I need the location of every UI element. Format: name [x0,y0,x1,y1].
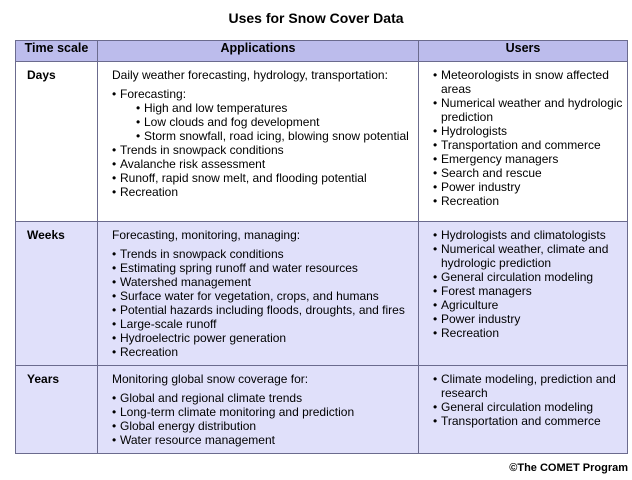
applications-days [98,62,419,222]
list-item: • Global energy distribution [112,419,412,433]
list-item: • Estimating spring runoff and water resources [112,261,412,275]
users-list [433,68,623,208]
time-scale-years: Years [16,366,98,454]
table-header-row [16,41,628,62]
users-years [419,366,628,454]
list-item: • Hydrologists and climatologists [433,228,623,242]
list-item: • Global and regional climate trends [112,391,412,405]
applications-list [112,87,412,199]
list-item: • Climate modeling, prediction and research [433,372,623,400]
list-item: • Trends in snowpack conditions [112,247,412,261]
header-users: Users [419,41,628,62]
list-item: • Search and rescue [433,166,623,180]
list-item: • Avalanche risk assessment [112,157,412,171]
list-item: • Forest managers [433,284,623,298]
list-item: • Recreation [112,345,412,359]
list-item: • High and low temperatures [136,101,412,115]
page-title: Uses for Snow Cover Data [228,10,404,26]
list-item: • Recreation [433,194,623,208]
users-list [433,372,623,428]
list-item: • Numerical weather, climate and hydrologic prediction [433,242,623,270]
list-item: • General circulation modeling [433,270,623,284]
list-item: • Large-scale runoff [112,317,412,331]
list-item: • Hydrologists [433,124,623,138]
list-item [112,87,412,143]
applications-intro: Daily weather forecasting, hydrology, transportation: [112,68,388,82]
list-item: • Water resource management [112,433,412,447]
applications-intro: Monitoring global snow coverage for: [112,372,309,386]
header-applications: Applications [98,41,419,62]
table-row-years [16,366,628,454]
list-item: • Trends in snowpack conditions [112,143,412,157]
list-item: • General circulation modeling [433,400,623,414]
header-time-scale: Time scale [16,41,98,62]
list-item: • Recreation [112,185,412,199]
list-item: • Transportation and commerce [433,138,623,152]
time-scale-weeks: Weeks [16,222,98,366]
applications-weeks [98,222,419,366]
list-item: • Recreation [433,326,623,340]
list-item: • Low clouds and fog development [136,115,412,129]
users-days [419,62,628,222]
list-item: • Agriculture [433,298,623,312]
list-item: • Watershed management [112,275,412,289]
list-item: • Long-term climate monitoring and prediction [112,405,412,419]
list-item: • Power industry [433,180,623,194]
forecasting-sublist [136,101,412,143]
list-item: • Meteorologists in snow affected areas [433,68,623,96]
users-weeks [419,222,628,366]
snow-cover-uses-table [15,40,628,454]
list-item-label: Forecasting: [120,87,187,101]
copyright-notice: ©The COMET Program [509,462,628,474]
list-item: • Power industry [433,312,623,326]
table-row-days [16,62,628,222]
applications-intro: Forecasting, monitoring, managing: [112,228,301,242]
list-item: • Transportation and commerce [433,414,623,428]
users-list [433,228,623,340]
list-item: • Numerical weather and hydrologic prediction [433,96,623,124]
list-item: • Runoff, rapid snow melt, and flooding potential [112,171,412,185]
applications-list [112,247,412,359]
list-item: • Storm snowfall, road icing, blowing snow potential [136,129,412,143]
list-item: • Hydroelectric power generation [112,331,412,345]
list-item: • Surface water for vegetation, crops, and humans [112,289,412,303]
list-item: • Potential hazards including floods, droughts, and fires [112,303,412,317]
applications-list [112,391,412,447]
list-item: • Emergency managers [433,152,623,166]
table-row-weeks [16,222,628,366]
time-scale-days: Days [16,62,98,222]
applications-years [98,366,419,454]
